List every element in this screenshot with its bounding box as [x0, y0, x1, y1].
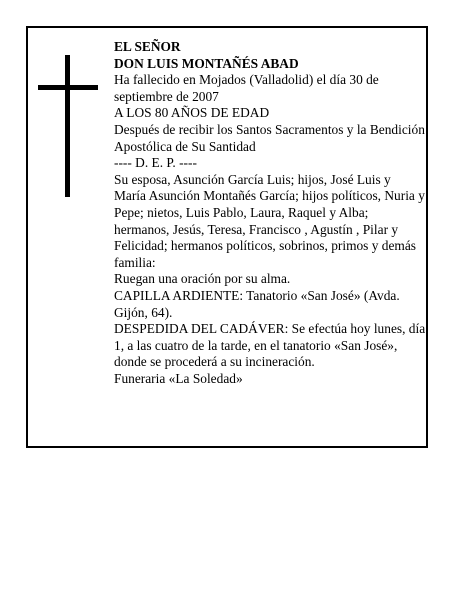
- chapel-info: CAPILLA ARDIENTE: Tanatorio «San José» (Avda. Gijón, 64).: [114, 287, 400, 320]
- farewell-info: DESPEDIDA DEL CADÁVER: Se efectúa hoy lunes, día 1, a las cuatro de la tarde, en el tanatorio «San José», donde se procederá a su incineración.: [114, 321, 426, 370]
- death-info: Ha fallecido en Mojados (Valladolid) el día 30 de septiembre de 2007: [114, 72, 379, 104]
- age-line: A LOS 80 AÑOS DE EDAD: [114, 105, 270, 121]
- sacraments-line: Después de recibir los Santos Sacramentos y la Bendición Apostólica de Su Santidad: [114, 121, 425, 154]
- obituary-text: [114, 39, 426, 387]
- deceased-title: EL SEÑOR: [114, 39, 181, 54]
- cross-horizontal-bar: [38, 85, 98, 90]
- rip-line: ---- D. E. P. ----: [114, 155, 197, 171]
- funeral-home: Funeraria «La Soledad»: [114, 370, 243, 386]
- family-list: Su esposa, Asunción García Luis; hijos, José Luis y María Asunción Montañés García; hijos políticos, Nuria y Pepe; nietos, Luis Pablo, Laura, Raquel y Alba; hermanos, Jesús, Teresa, Francisco , Agustín , Pilar y Felicidad; hermanos políticos, sobrinos, primos y demás familia:: [114, 171, 425, 270]
- cross-vertical-bar: [65, 55, 70, 197]
- prayer-request: Ruegan una oración por su alma.: [114, 271, 291, 287]
- deceased-name: DON LUIS MONTAÑÉS ABAD: [114, 55, 299, 71]
- cross-icon: [38, 55, 98, 197]
